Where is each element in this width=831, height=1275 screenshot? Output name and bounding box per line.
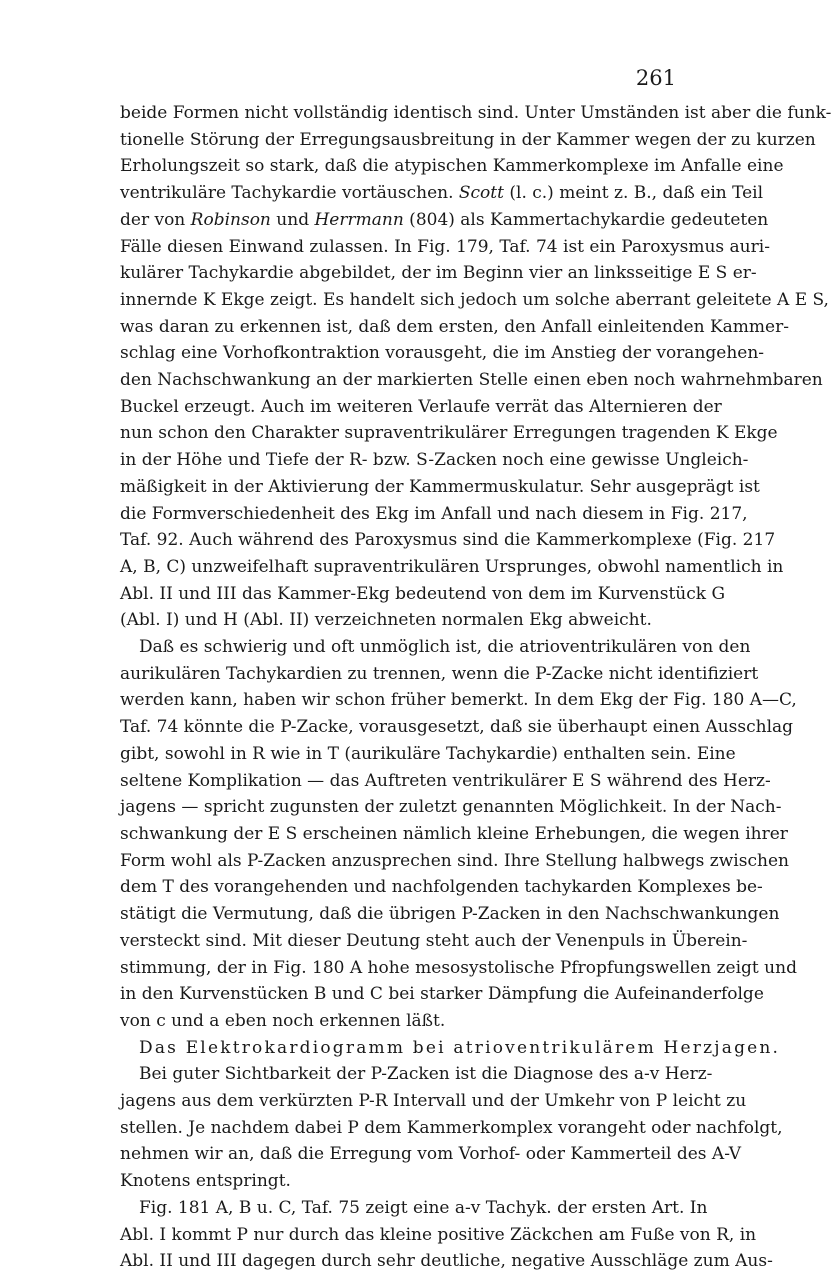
text-line (120, 260, 757, 287)
text-line (120, 527, 776, 554)
text-line (120, 821, 788, 848)
text-line (120, 768, 771, 795)
text-line (120, 1088, 747, 1115)
text-run: Knotens entspringt. (120, 1171, 291, 1192)
text-run: (l. c.) meint z. B., daß ein Teil (503, 183, 764, 204)
text-run: kulärer Tachykardie abgebildet, der im Beginn vier an linksseitige E S er- (120, 263, 757, 284)
text-run: nehmen wir an, daß die Erregung vom Vorhof- oder Kammerteil des A-V (120, 1144, 741, 1165)
text-line (120, 741, 736, 768)
text-line (120, 234, 770, 261)
text-run: tionelle Störung der Erregungsausbreitung in der Kammer wegen der zu kurzen (120, 129, 816, 150)
text-run: in der Höhe und Tiefe der R- bzw. S-Zacken noch eine gewisse Ungleich- (120, 450, 749, 471)
text-line (120, 1222, 757, 1249)
text-line (120, 1115, 783, 1142)
text-run: versteckt sind. Mit dieser Deutung steht auch der Venenpuls in Überein- (120, 930, 748, 951)
text-line (120, 661, 759, 688)
text-run: und (270, 209, 315, 230)
text-run: von c und a eben noch erkennen läßt. (120, 1010, 446, 1031)
text-line (120, 180, 764, 207)
text-line (120, 100, 831, 127)
text-run: Erholungszeit so stark, daß die atypischen Kammerkomplexe im Anfalle eine (120, 156, 784, 177)
section-heading (120, 1035, 781, 1062)
text-run: schlag eine Vorhofkontraktion vorausgeht, die im Anstieg der vorangehen- (120, 343, 765, 364)
text-run: Taf. 74 könnte die P-Zacke, vorausgesetzt, daß sie überhaupt einen Ausschlag (120, 717, 794, 738)
text-line (120, 634, 751, 661)
text-line (120, 394, 722, 421)
text-line (120, 1061, 713, 1088)
text-line (120, 340, 765, 367)
text-run: gibt, sowohl in R wie in T (aurikuläre Tachykardie) enthalten sein. Eine (120, 743, 736, 764)
text-line (120, 714, 794, 741)
text-run: Fälle diesen Einwand zulassen. In Fig. 179, Taf. 74 ist ein Paroxysmus auri- (120, 236, 770, 257)
text-run: Fig. 181 A, B u. C, Taf. 75 zeigt eine a-v Tachyk. der ersten Art. In (139, 1197, 708, 1218)
text-run: der von (120, 209, 191, 230)
text-run: Buckel erzeugt. Auch im weiteren Verlaufe verrät das Alternieren der (120, 396, 722, 417)
text-run: (804) als Kammertachykardie gedeuteten (403, 209, 769, 230)
text-line (120, 1248, 773, 1275)
text-line (120, 928, 748, 955)
text-run: innernde K Ekge zeigt. Es handelt sich jedoch um solche aberrant geleitete A E S, (120, 289, 829, 310)
text-run: was daran zu erkennen ist, daß dem ersten, den Anfall einleitenden Kammer- (120, 316, 789, 337)
text-run: ventrikuläre Tachykardie vortäuschen. (120, 183, 459, 204)
text-line (120, 127, 816, 154)
text-run: stellen. Je nachdem dabei P dem Kammerkomplex vorangeht oder nachfolgt, (120, 1117, 783, 1138)
text-line (120, 314, 789, 341)
text-line (120, 501, 748, 528)
text-line (120, 1195, 708, 1222)
text-run: A, B, C) unzweifelhaft supraventrikulären Ursprunges, obwohl namentlich in (120, 556, 784, 577)
text-run: den Nachschwankung an der markierten Stelle einen eben noch wahrnehmbaren (120, 370, 823, 391)
text-run: jagens aus dem verkürzten P-R Intervall und der Umkehr von P leicht zu (120, 1091, 747, 1112)
text-run: Das Elektrokardiogramm bei atrioventrikulärem Herzjagen. (139, 1037, 781, 1058)
text-line (120, 153, 784, 180)
text-line (120, 474, 760, 501)
text-line (120, 687, 797, 714)
text-line (120, 848, 789, 875)
text-line (120, 794, 782, 821)
text-line (120, 1141, 741, 1168)
text-run: jagens — spricht zugunsten der zuletzt genannten Möglichkeit. In der Nach- (120, 797, 782, 818)
text-line (120, 874, 763, 901)
text-line (120, 554, 784, 581)
text-run: aurikulären Tachykardien zu trennen, wenn die P-Zacke nicht identifiziert (120, 663, 759, 684)
text-line (120, 447, 749, 474)
text-line (120, 607, 678, 634)
text-run: die Formverschiedenheit des Ekg im Anfall und nach diesem in Fig. 217, (120, 503, 748, 524)
text-run: Abl. II und III dagegen durch sehr deutliche, negative Ausschläge zum Aus- (120, 1251, 773, 1272)
text-run: (Abl. I) und H (Abl. II) verzeichneten normalen Ekg abweicht. (120, 610, 652, 631)
text-run: stätigt die Vermutung, daß die übrigen P-Zacken in den Nachschwankungen (120, 904, 780, 925)
author-name: Scott (458, 183, 504, 204)
body-text (120, 100, 831, 1275)
text-run: Taf. 92. Auch während des Paroxysmus sind die Kammerkomplexe (Fig. 217 (120, 530, 776, 551)
text-run: seltene Komplikation — das Auftreten ventrikulärer E S während des Herz- (120, 770, 771, 791)
text-run: Bei guter Sichtbarkeit der P-Zacken ist die Diagnose des a-v Herz- (139, 1064, 713, 1085)
text-run: Abl. II und III das Kammer-Ekg bedeutend von dem im Kurvenstück G (120, 583, 726, 604)
text-line (120, 1008, 678, 1035)
text-line (120, 581, 726, 608)
text-line (120, 981, 764, 1008)
text-run: stimmung, der in Fig. 180 A hohe mesosystolische Pfropfungswellen zeigt und (120, 957, 797, 978)
text-run: Abl. I kommt P nur durch das kleine positive Zäckchen am Fuße von R, in (120, 1224, 757, 1245)
text-line (120, 367, 823, 394)
text-line (120, 287, 829, 314)
text-run: werden kann, haben wir schon früher bemerkt. In dem Ekg der Fig. 180 A—C, (120, 690, 797, 711)
text-line (120, 1168, 678, 1195)
text-run: dem T des vorangehenden und nachfolgenden tachykarden Komplexes be- (120, 877, 763, 898)
text-line (120, 955, 797, 982)
text-run: schwankung der E S erscheinen nämlich kleine Erhebungen, die wegen ihrer (120, 823, 788, 844)
text-line (120, 420, 778, 447)
author-name: Herrmann (314, 209, 404, 230)
page-number: 261 (635, 66, 676, 90)
text-run: nun schon den Charakter supraventrikulärer Erregungen tragenden K Ekge (120, 423, 778, 444)
author-name: Robinson (190, 209, 271, 230)
text-line (120, 901, 780, 928)
text-run: beide Formen nicht vollständig identisch sind. Unter Umständen ist aber die funk- (120, 103, 831, 123)
text-run: Daß es schwierig und oft unmöglich ist, die atrioventrikulären von den (139, 637, 751, 658)
text-run: mäßigkeit in der Aktivierung der Kammermuskulatur. Sehr ausgeprägt ist (120, 476, 760, 497)
text-run: in den Kurvenstücken B und C bei starker Dämpfung die Aufeinanderfolge (120, 984, 764, 1005)
text-line (120, 207, 769, 234)
text-run: Form wohl als P-Zacken anzusprechen sind. Ihre Stellung halbwegs zwischen (120, 850, 789, 871)
